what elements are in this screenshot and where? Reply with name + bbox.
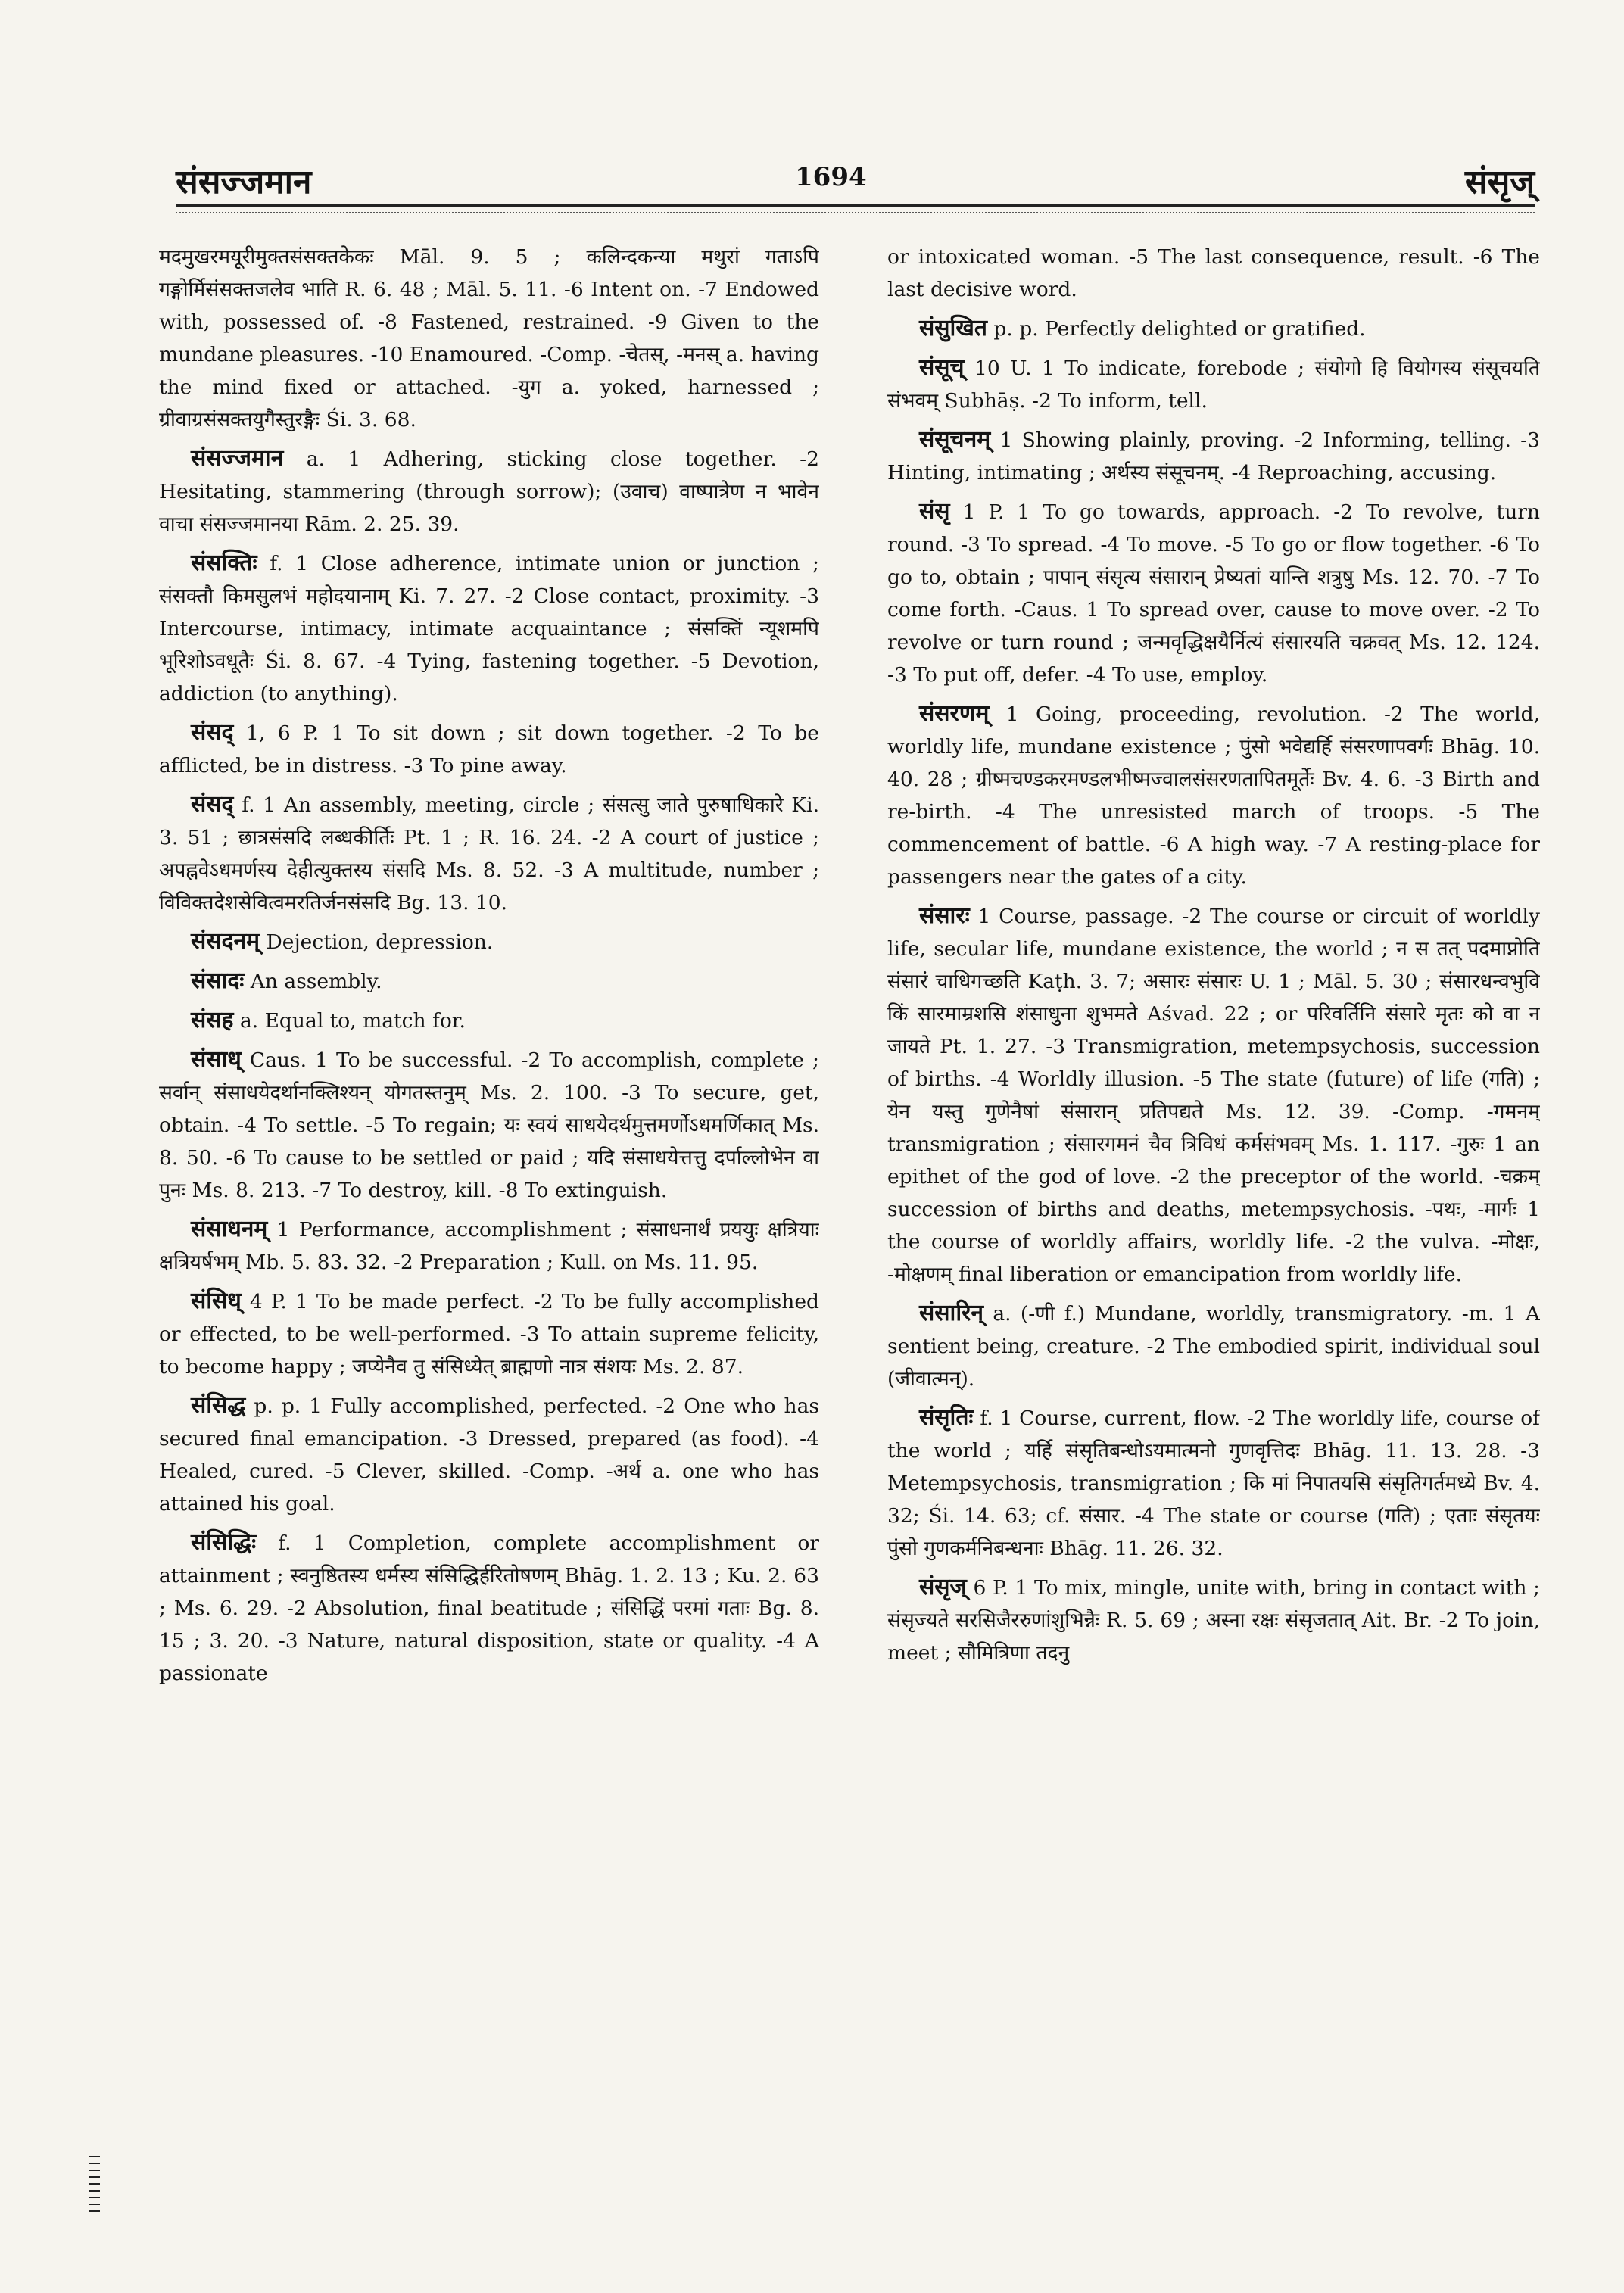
dictionary-entry <box>159 1004 819 1037</box>
entry-text: मदमुखरमयूरीमुक्तसंसक्तकेकः Māl. 9. 5 ; कलिन्दकन्या मथुरां गताऽपि गङ्गोर्मिसंसक्तजलेव भाति R. 6. 48 ; Māl. 5. 11. -6 Intent on. -7 Endowed with, possessed of. -8 Fastened, restrained. -9 Given to the mundane pleasures. -10 Enamoured. -Comp. -चेतस्, -मनस् a. having the mind fixed or attached. -युग a. yoked, harnessed ; ग्रीवाग्रसंसक्तयुगैस्तुरङ्गैः Śi. 3. 68. <box>159 245 819 431</box>
entry-headword: संसद् <box>191 719 234 746</box>
entry-text: p. p. 1 Fully accomplished, perfected. -2 One who has secured final emancipation. -3 Dressed, prepared (as food). -4 Healed, cured. -5 Clever, skilled. -Comp. -अर्थ a. one who has attained his goal. <box>159 1394 819 1516</box>
dictionary-entry <box>887 1401 1540 1565</box>
left-column <box>159 241 819 2254</box>
entry-text: 1, 6 P. 1 To sit down ; sit down together. -2 To be afflicted, be in distress. -3 To pine away. <box>159 721 819 777</box>
entry-text: Caus. 1 To be successful. -2 To accomplish, complete ; सर्वान् संसाधयेदर्थानक्लिश्यन् योगतस्तनुम् Ms. 2. 100. -3 To secure, get, obtain. -4 To settle. -5 To regain; यः स्वयं साधयेदर्थमुत्तमर्णोऽधमर्णिकात् Ms. 8. 50. -6 To cause to be settled or paid ; यदि संसाधयेत्तत्तु दर्पाल्लोभेन वा पुनः Ms. 8. 213. -7 To destroy, kill. -8 To extinguish. <box>159 1048 819 1202</box>
entry-headword: संसाधनम् <box>191 1216 268 1242</box>
entry-text: 6 P. 1 To mix, mingle, unite with, bring in contact with ; संसृज्यते सरसिजैररुणांशुभिन्नैः R. 5. 69 ; अस्ना रक्षः संसृजतात् Ait. Br. -2 To join, meet ; सौमित्रिणा तदनु <box>887 1576 1540 1665</box>
entry-headword: संसृज् <box>919 1574 967 1600</box>
entry-text: Dejection, depression. <box>266 930 494 954</box>
entry-text: 1 P. 1 To go towards, approach. -2 To revolve, turn round. -3 To spread. -4 To move. -5 To go or flow together. -6 To go to, obtain ; पापान् संसृत्य संसारान् प्रेष्यतां यान्ति शत्रुषु Ms. 12. 70. -7 To come forth. -Caus. 1 To spread over, cause to move over. -2 To revolve or turn round ; जन्मवृद्धिक्षयैर्नित्यं संसारयति चक्रवत् Ms. 12. 124. -3 To put off, defer. -4 To use, employ. <box>887 500 1540 687</box>
entry-headword: संसिद्ध <box>191 1392 246 1419</box>
left-running-headword: संसज्जमान <box>176 163 312 201</box>
dictionary-entry <box>887 1571 1540 1669</box>
entry-headword: संसूच् <box>919 354 965 381</box>
dictionary-entry <box>159 1213 819 1279</box>
entry-headword: संसादः <box>191 967 245 994</box>
entry-headword: संसह <box>191 1007 234 1033</box>
entry-headword: संसज्जमान <box>191 445 284 472</box>
entry-headword: संसाध् <box>191 1046 242 1073</box>
entry-headword: संसद् <box>191 791 234 818</box>
dictionary-entry <box>159 547 819 710</box>
dictionary-entry <box>887 423 1540 489</box>
entry-headword: संसृ <box>919 498 950 525</box>
entry-headword: संसारिन् <box>919 1300 984 1326</box>
entry-text: a. Equal to, match for. <box>239 1009 466 1033</box>
entry-headword: संसिध् <box>191 1288 242 1314</box>
entry-text: 1 Going, proceeding, revolution. -2 The world, worldly life, mundane existence ; पुंसो भवेद्यर्हि संसरणापवर्गः Bhāg. 10. 40. 28 ; ग्रीष्मचण्डकरमण्डलभीष्मज्वालसंसरणतापितमूर्तेः Bv. 4. 6. -3 Birth and re-birth. -4 The unresisted march of troops. -5 The commencement of battle. -6 A high way. -7 A resting-place for passengers near the gates of a city. <box>887 703 1540 889</box>
entry-headword: संसूचनम् <box>919 426 991 453</box>
entry-headword: संसिद्धिः <box>191 1529 257 1556</box>
dictionary-entry <box>887 351 1540 417</box>
entry-text: An assembly. <box>250 970 382 993</box>
entry-headword: संसृतिः <box>919 1404 974 1431</box>
dictionary-entry <box>887 1297 1540 1395</box>
entry-text: 4 P. 1 To be made perfect. -2 To be fully accomplished or effected, to be well-performed. -3 To attain supreme felicity, to become happy ; जप्येनैव तु संसिध्येत् ब्राह्मणो नात्र संशयः Ms. 2. 87. <box>159 1290 819 1379</box>
dictionary-entry <box>887 697 1540 893</box>
right-running-headword: संसृज् <box>1464 163 1535 201</box>
entry-text: a. 1 Adhering, sticking close together. -2 Hesitating, stammering (through sorrow); (उवाच) वाष्पात्रेण न भावेन वाचा संसज्जमानया Rām. 2. 25. 39. <box>159 447 819 536</box>
entry-text: or intoxicated woman. -5 The last consequence, result. -6 The last decisive word. <box>887 245 1540 301</box>
entry-headword: संसरणम् <box>919 700 990 727</box>
dictionary-entry <box>887 241 1540 306</box>
dictionary-entry <box>887 312 1540 345</box>
entry-headword: संसक्तिः <box>191 550 257 576</box>
entry-text: 10 U. 1 To indicate, forebode ; संयोगो हि वियोगस्य संसूचयति संभवम् Subhāṣ. -2 To inform, tell. <box>887 357 1540 413</box>
entry-text: 1 Performance, accomplishment ; संसाधनार्थं प्रययुः क्षत्रियाः क्षत्रियर्षभम् Mb. 5. 83. 32. -2 Preparation ; Kull. on Ms. 11. 95. <box>159 1218 819 1274</box>
dictionary-entry <box>159 716 819 782</box>
dictionary-entry <box>159 241 819 436</box>
margin-tick-marks <box>89 2156 100 2215</box>
entry-text: a. (-णी f.) Mundane, worldly, transmigratory. -m. 1 A sentient being, creature. -2 The embodied spirit, individual soul (जीवात्मन्). <box>887 1302 1540 1391</box>
page-number: 1694 <box>795 162 867 192</box>
entry-headword: संसदनम् <box>191 928 260 955</box>
dictionary-entry <box>159 1389 819 1520</box>
header-dotted-rule <box>176 212 1535 213</box>
entry-headword: संसुखित <box>919 315 987 341</box>
entry-text: f. 1 Close adherence, intimate union or junction ; संसक्तौ किमसुलभं महोदयानाम् Ki. 7. 27. -2 Close contact, proximity. -3 Intercourse, intimacy, intimate acquaintance ; संसक्तिं न्यूशमपि भूरिशोऽवधूतैः Śi. 8. 67. -4 Tying, fastening together. -5 Devotion, addiction (to anything). <box>159 552 819 706</box>
entry-headword: संसारः <box>919 902 970 929</box>
dictionary-entry <box>159 964 819 998</box>
entry-text: f. 1 An assembly, meeting, circle ; संसत्सु जाते पुरुषाधिकारे Ki. 3. 51 ; छात्रसंसदि लब्धकीर्तिः Pt. 1 ; R. 16. 24. -2 A court of justice ; अपह्नवेऽधमर्णस्य देहीत्युक्तस्य संसदि Ms. 8. 52. -3 A multitude, number ; विविक्तदेशसेवित्वमरतिर्जनसंसदि Bg. 13. 10. <box>159 793 819 914</box>
header-rule <box>176 204 1535 207</box>
dictionary-entry <box>159 1285 819 1383</box>
dictionary-entry <box>159 1043 819 1207</box>
dictionary-entry <box>159 788 819 919</box>
entry-text: p. p. Perfectly delighted or gratified. <box>993 317 1366 341</box>
dictionary-entry <box>887 899 1540 1291</box>
dictionary-entry <box>159 442 819 541</box>
entry-text: f. 1 Completion, complete accomplishment or attainment ; स्वनुष्ठितस्य धर्मस्य संसिद्धिर्हरितोषणम् Bhāg. 1. 2. 13 ; Ku. 2. 63 ; Ms. 6. 29. -2 Absolution, final beatitude ; संसिद्धिं परमां गताः Bg. 8. 15 ; 3. 20. -3 Nature, natural disposition, state or quality. -4 A passionate <box>159 1531 819 1685</box>
dictionary-entry <box>159 925 819 958</box>
entry-text: 1 Course, passage. -2 The course or circuit of worldly life, secular life, mundane existence, the world ; न स तत् पदमाप्नोति संसारं चाधिगच्छति Kaṭh. 3. 7; असारः संसारः U. 1 ; Māl. 5. 30 ; संसारधन्वभुवि किं सारमाम्रशसि शंसाधुना शुभमते Aśvad. 22 ; or परिवर्तिनि संसारे मृतः को वा न जायते Pt. 1. 27. -3 Transmigration, metempsychosis, succession of births. -4 Worldly illusion. -5 The state (future) of life (गति) ; येन यस्तु गुणेनैषां संसारान् प्रतिपद्यते Ms. 12. 39. -Comp. -गमनम् transmigration ; संसारगमनं चैव त्रिविधं कर्मसंभवम् Ms. 1. 117. -गुरुः 1 an epithet of the god of love. -2 the preceptor of the world. -चक्रम् succession of births and deaths, metempsychosis. -पथः, -मार्गः 1 the course of worldly affairs, worldly life. -2 the vulva. -मोक्षः, -मोक्षणम् final liberation or emancipation from worldly life. <box>887 905 1540 1286</box>
entry-text: f. 1 Course, current, flow. -2 The worldly life, course of the world ; यर्हि संसृतिबन्धोऽयमात्मनो गुणवृत्तिदः Bhāg. 11. 13. 28. -3 Metempsychosis, transmigration ; कि मां निपातयसि संसृतिगर्तमध्ये Bv. 4. 32; Śi. 14. 63; cf. संसार. -4 The state or course (गति) ; एताः संसृतयः पुंसो गुणकर्मनिबन्धनाः Bhāg. 11. 26. 32. <box>887 1407 1540 1560</box>
entry-text: 1 Showing plainly, proving. -2 Informing, telling. -3 Hinting, intimating ; अर्थस्य संसूचनम्. -4 Reproaching, accusing. <box>887 428 1540 484</box>
dictionary-entry <box>887 495 1540 691</box>
right-column <box>887 241 1540 2254</box>
dictionary-entry <box>159 1526 819 1690</box>
page-header <box>176 151 1535 215</box>
